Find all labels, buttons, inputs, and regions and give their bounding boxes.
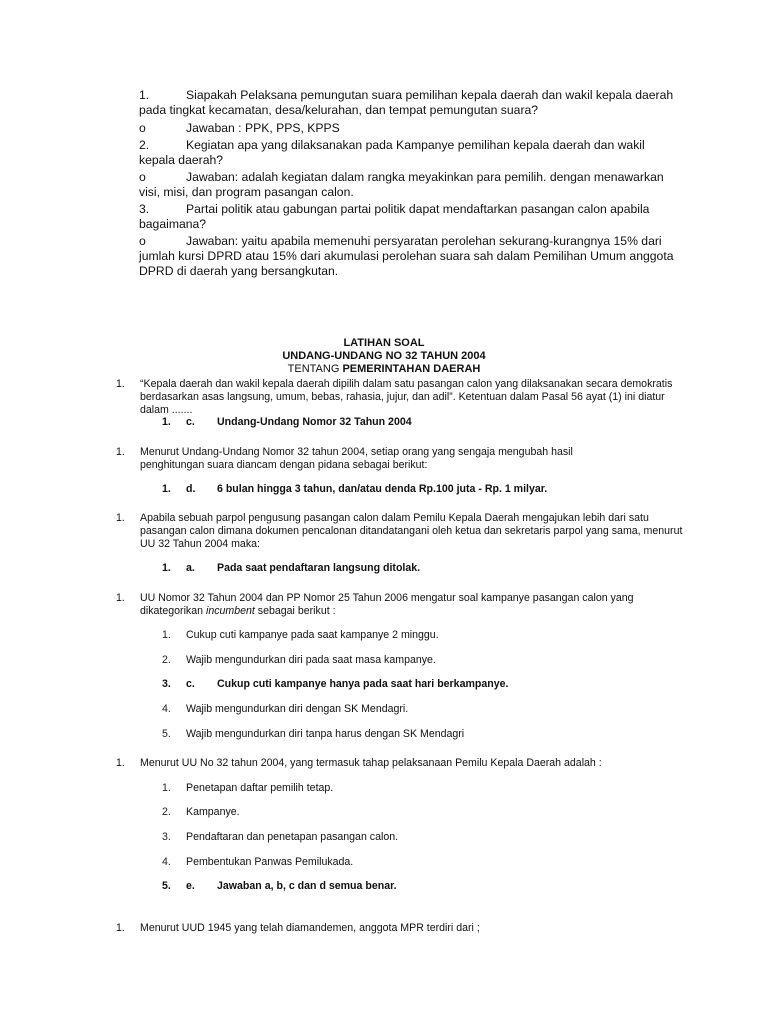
question-number: 1. (116, 512, 125, 524)
question-text: Menurut UUD 1945 yang telah diamandemen, anggota MPR terdiri dari ; (140, 922, 480, 934)
option-number: 1. (162, 483, 171, 495)
option-text: Jawaban a, b, c dan d semua benar. (217, 880, 397, 892)
option-number: 1. (162, 416, 171, 428)
question-text-pre: UU Nomor 32 Tahun 2004 dan PP Nomor 25 Tahun 2006 mengatur soal kampanye pasangan calon yang dikategorikan (140, 592, 634, 617)
option-letter: c. (186, 416, 195, 428)
option-text: Cukup cuti kampanye hanya pada saat hari berkampanye. (217, 678, 509, 690)
option-text: Penetapan daftar pemilih tetap. (186, 782, 334, 794)
option-number: 1. (162, 782, 171, 794)
option-text: 6 bulan hingga 3 tahun, dan/atau denda Rp.100 juta - Rp. 1 milyar. (217, 483, 548, 495)
option-number: 4. (162, 703, 171, 715)
title-line-2: UNDANG-UNDANG NO 32 TAHUN 2004 (282, 350, 486, 362)
option-number: 3. (162, 678, 171, 690)
qa-question-3 (139, 202, 679, 232)
option-number: 2. (162, 654, 171, 666)
option-number: 4. (162, 856, 171, 868)
qa-text: Jawaban: adalah kegiatan dalam rangka meyakinkan para pemilih. dengan menawarkan visi, misi, dan program pasangan calon. (139, 170, 664, 199)
title-line-3-prefix: TENTANG (287, 363, 343, 375)
option-number: 2. (162, 806, 171, 818)
option-text: Pada saat pendaftaran langsung ditolak. (217, 562, 421, 574)
qa-text: Kegiatan apa yang dilaksanakan pada Kampanye pemilihan kepala daerah dan wakil kepala daerah? (139, 138, 645, 167)
question-text (140, 592, 670, 618)
question-number: 1. (116, 922, 125, 934)
option-text: Kampanye. (186, 806, 240, 818)
question-number: 1. (116, 757, 125, 769)
qa-marker: 2. (139, 138, 150, 152)
question-text-emphasis: incumbent (205, 605, 255, 617)
option-letter: a. (186, 562, 195, 574)
option-text: Pembentukan Panwas Pemilukada. (186, 856, 354, 868)
option-text: Wajib mengundurkan diri tanpa harus dengan SK Mendagri (186, 728, 465, 740)
question-number: 1. (116, 378, 125, 390)
question-text: Menurut UU No 32 tahun 2004, yang termasuk tahap pelaksanaan Pemilu Kepala Daerah adalah : (140, 757, 602, 769)
question-text: “Kepala daerah dan wakil kepala daerah dipilih dalam satu pasangan calon yang dilaksanakan secara demokratis berdasarkan asas langsung, umum, bebas, rahasia, jujur, dan adil”. Ketentuan dalam Pasal 56 ayat (1) ini diatur dalam ....... (140, 378, 673, 416)
option-number: 1. (162, 562, 171, 574)
title-line-1: LATIHAN SOAL (343, 337, 425, 349)
qa-question-1 (139, 88, 679, 118)
question-number: 1. (116, 592, 125, 604)
qa-marker: o (139, 170, 146, 184)
option-number: 1. (162, 629, 171, 641)
qa-question-2 (139, 138, 679, 168)
qa-text: Jawaban: yaitu apabila memenuhi persyaratan perolehan sekurang-kurangnya 15% dari jumlah kursi DPRD atau 15% dari akumulasi perolehan suara sah dalam Pemilihan Umum anggota DPRD di daerah yang bersangkutan. (139, 234, 674, 278)
option-text: Wajib mengundurkan diri pada saat masa kampanye. (186, 654, 436, 666)
title-line-3-bold: PEMERINTAHAN DAERAH (342, 363, 481, 375)
qa-answer-2 (139, 170, 679, 200)
qa-marker: 1. (139, 88, 150, 102)
qa-marker: o (139, 234, 146, 248)
qa-text: Partai politik atau gabungan partai politik dapat mendaftarkan pasangan calon apabila bagaimana? (139, 202, 650, 231)
option-number: 5. (162, 728, 171, 740)
option-letter: e. (186, 880, 195, 892)
qa-answer-1 (139, 121, 679, 136)
option-letter: d. (186, 483, 196, 495)
title-line-3 (0, 363, 768, 376)
section-title (0, 337, 768, 376)
option-number: 3. (162, 831, 171, 843)
option-letter: c. (186, 678, 195, 690)
option-text: Undang-Undang Nomor 32 Tahun 2004 (217, 416, 412, 428)
qa-text: Jawaban : PPK, PPS, KPPS (186, 121, 340, 135)
qa-marker: 3. (139, 202, 150, 216)
question-text: Apabila sebuah parpol pengusung pasangan calon dalam Pemilu Kepala Daerah mengajukan lebih dari satu pasangan calon dimana dokumen pencalonan ditandatangani oleh ketua dan sekretaris parpol yang sama, menurut UU 32 Tahun 2004 maka: (140, 512, 683, 550)
option-text: Cukup cuti kampanye pada saat kampanye 2 minggu. (186, 629, 439, 641)
option-text: Wajib mengundurkan diri dengan SK Mendagri. (186, 703, 409, 715)
qa-answer-3 (139, 234, 679, 279)
option-number: 5. (162, 880, 171, 892)
option-text: Pendaftaran dan penetapan pasangan calon. (186, 831, 399, 843)
qa-marker: o (139, 121, 146, 135)
question-text: Menurut Undang-Undang Nomor 32 tahun 2004, setiap orang yang sengaja mengubah hasil penghitungan suara diancam dengan pidana sebagai berikut: (140, 446, 573, 471)
qa-text: Siapakah Pelaksana pemungutan suara pemilihan kepala daerah dan wakil kepala daerah pada tingkat kecamatan, desa/kelurahan, dan tempat pemungutan suara? (139, 88, 674, 117)
question-text-post: sebagai berikut : (254, 605, 336, 617)
question-number: 1. (116, 446, 125, 458)
